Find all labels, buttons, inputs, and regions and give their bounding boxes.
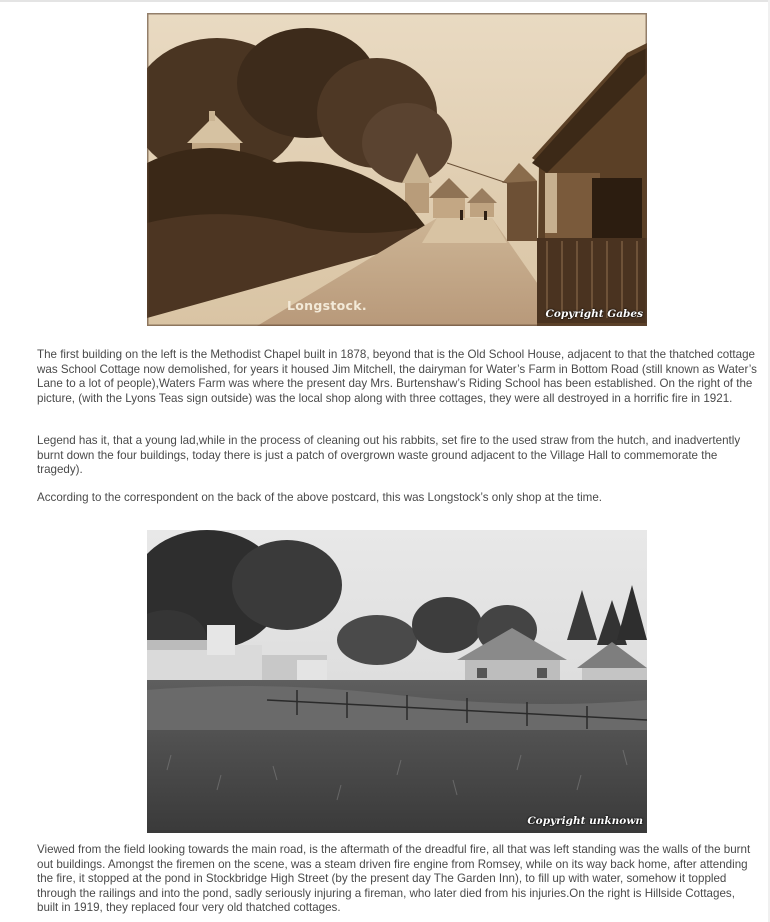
paragraph-legend-fire: Legend has it, that a young lad,while in the process of cleaning out his rabbits, set fire to the used straw from the hutch, and inadvertently burnt down the four buildings, today there is just a patch of overgrown waste ground adjacent to the Village Hall to commemorate the tragedy). — [37, 434, 741, 477]
paragraph-methodist-chapel: The first building on the left is the Methodist Chapel built in 1878, beyond that is the Old School House, adjacent to that the thatched cottage was School Cottage now demolished, for years it housed Jim Mitchell, the dairyman for Water’s Farm in Bottom Road (still known as Water’s Lane to a lot of people),Waters Farm was where the present day Mrs. Burtenshaw’s Riding School has been established. On the right of the picture, (with the Lyons Teas sign outside) was the local shop along with three cottages, they were all destroyed in a horrific fire in 1921. — [37, 348, 757, 405]
top-divider — [0, 0, 770, 2]
fire-aftermath-photo-image — [147, 530, 647, 833]
paragraph-fire-aftermath: Viewed from the field looking towards the main road, is the aftermath of the dreadful fire, all that was left standing was the walls of the burnt out buildings. Amongst the firemen on the scene, was a steam driven fire engine from Romsey, while on its way back home, after attending the fire, it stopped at the pond in Stockbridge High Street (by the present day The Garden Inn), to fill up with water, somehow it toppled through the railings and into the pond, sadly seriously injuring a fireman, who later died from his injuries.On the right is Hillside Cottages, built in 1919, they replaced four very old thatched cottages. — [37, 843, 751, 915]
photo-copyright-credit: Copyright Gabes — [545, 308, 643, 320]
longstock-street-postcard-image — [147, 13, 647, 326]
paragraph-only-shop: According to the correspondent on the back of the above postcard, this was Longstock’s only shop at the time. — [37, 491, 602, 504]
photo-copyright-credit: Copyright unknown — [527, 815, 643, 827]
photo-place-label: Longstock. — [287, 298, 367, 313]
